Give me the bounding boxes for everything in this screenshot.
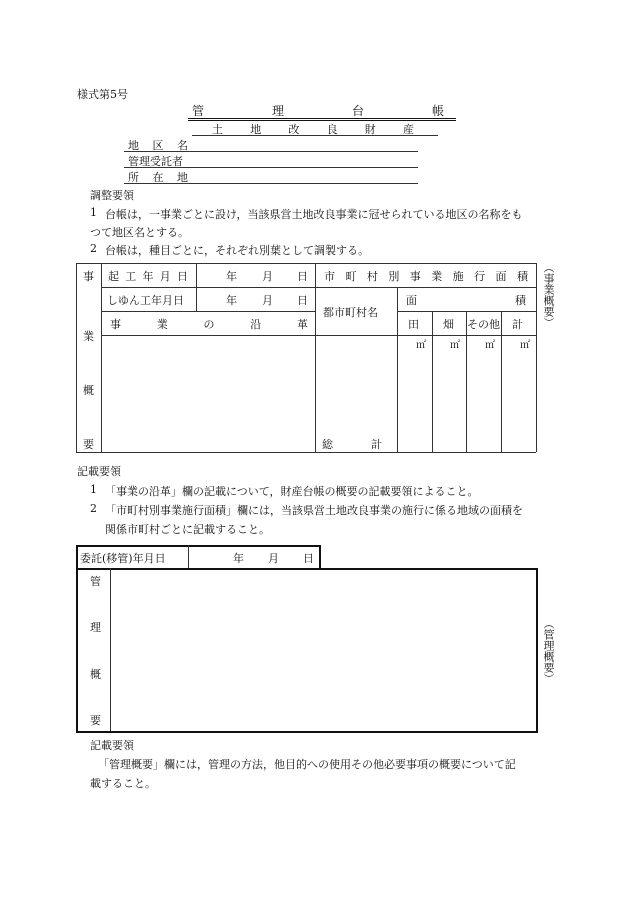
title-underline bbox=[188, 118, 456, 119]
margin-label-management-overview: （管理概要） bbox=[542, 618, 555, 684]
history-cell[interactable] bbox=[102, 336, 314, 451]
grand-total-label: 総 計 bbox=[322, 438, 382, 451]
field-location-label: 所 在 地 bbox=[128, 171, 188, 184]
side-label-char: 事 bbox=[83, 270, 94, 283]
side-label-char: 業 bbox=[83, 330, 94, 343]
unit-sqm: ㎡ bbox=[450, 340, 460, 351]
area-subheader: 面 積 bbox=[406, 294, 526, 307]
unit-sqm: ㎡ bbox=[520, 340, 530, 351]
completion-date-label: しゆん工年月日 bbox=[107, 294, 184, 307]
prep-rule-1-num: 1 bbox=[90, 206, 97, 219]
area-header: 市 町 村 別 事 業 施 行 面 積 bbox=[324, 270, 528, 283]
field-line-district[interactable] bbox=[124, 151, 418, 152]
field-line-location[interactable] bbox=[124, 183, 418, 184]
col-paddy: 田 bbox=[408, 318, 419, 331]
page-title: 管 理 台 帳 bbox=[192, 104, 444, 118]
col-other: その他 bbox=[467, 318, 500, 331]
entry-rules-2-text: 「管理概要」欄には，管理の方法，他目的への使用その他必要事項の概要について記 bbox=[98, 758, 516, 771]
subtitle: 土 地 改 良 財 産 bbox=[212, 123, 414, 136]
col-field: 畑 bbox=[443, 318, 454, 331]
prep-rule-2-text: 台帳は，種目ごとに，それぞれ別葉として調製する。 bbox=[105, 244, 369, 257]
entry-rules-heading: 記載要領 bbox=[77, 465, 121, 478]
prep-rule-2-num: 2 bbox=[90, 242, 97, 255]
unit-sqm: ㎡ bbox=[416, 340, 426, 351]
side-label-char: 理 bbox=[90, 621, 101, 634]
unit-sqm: ㎡ bbox=[485, 340, 495, 351]
management-overview-cell[interactable] bbox=[112, 570, 534, 729]
municipality-header: 都市町村名 bbox=[323, 306, 378, 319]
history-header: 事 業 の 沿 革 bbox=[110, 318, 308, 331]
side-label-char: 要 bbox=[83, 438, 94, 451]
entry-rules-2-cont: 載すること。 bbox=[90, 777, 156, 790]
field-district-name-label: 地 区 名 bbox=[128, 139, 188, 152]
start-date-label: 起 工 年 月 日 bbox=[108, 270, 188, 283]
subtitle-underline bbox=[192, 135, 438, 136]
entry-rule-2-cont: 関係市町村ごとに記載すること。 bbox=[105, 523, 270, 536]
entry-rules-2-heading: 記載要領 bbox=[90, 739, 134, 752]
field-line-manager[interactable] bbox=[124, 167, 418, 168]
entry-rule-1-text: 「事業の沿革」欄の記載について，財産台帳の概要の記載要領によること。 bbox=[105, 485, 479, 498]
prep-rules-heading: 調整要領 bbox=[90, 189, 134, 202]
entry-rule-2-num: 2 bbox=[90, 502, 97, 515]
entrust-date-label: 委託(移管)年月日 bbox=[80, 552, 166, 565]
side-label-char: 管 bbox=[90, 575, 101, 588]
prep-rule-1-text: 台帳は，一事業ごとに設け，当該県営土地改良事業に冠せられている地区の名称をも bbox=[105, 208, 523, 221]
side-label-char: 概 bbox=[90, 668, 101, 681]
side-label-char: 要 bbox=[90, 714, 101, 727]
margin-label-project-overview: （事業概要） bbox=[542, 262, 555, 328]
side-label-char: 概 bbox=[83, 384, 94, 397]
entry-rule-2-text: 「市町村別事業施行面積」欄には，当該県営土地改良事業の施行に係る地域の面積を bbox=[105, 504, 523, 517]
entry-rule-1-num: 1 bbox=[90, 483, 97, 496]
municipality-cell[interactable] bbox=[316, 350, 396, 430]
col-total: 計 bbox=[512, 318, 523, 331]
prep-rule-1-cont: つて地区名とする。 bbox=[90, 226, 189, 239]
form-number: 様式第5号 bbox=[77, 88, 128, 101]
field-manager-label: 管理受託者 bbox=[128, 155, 183, 168]
